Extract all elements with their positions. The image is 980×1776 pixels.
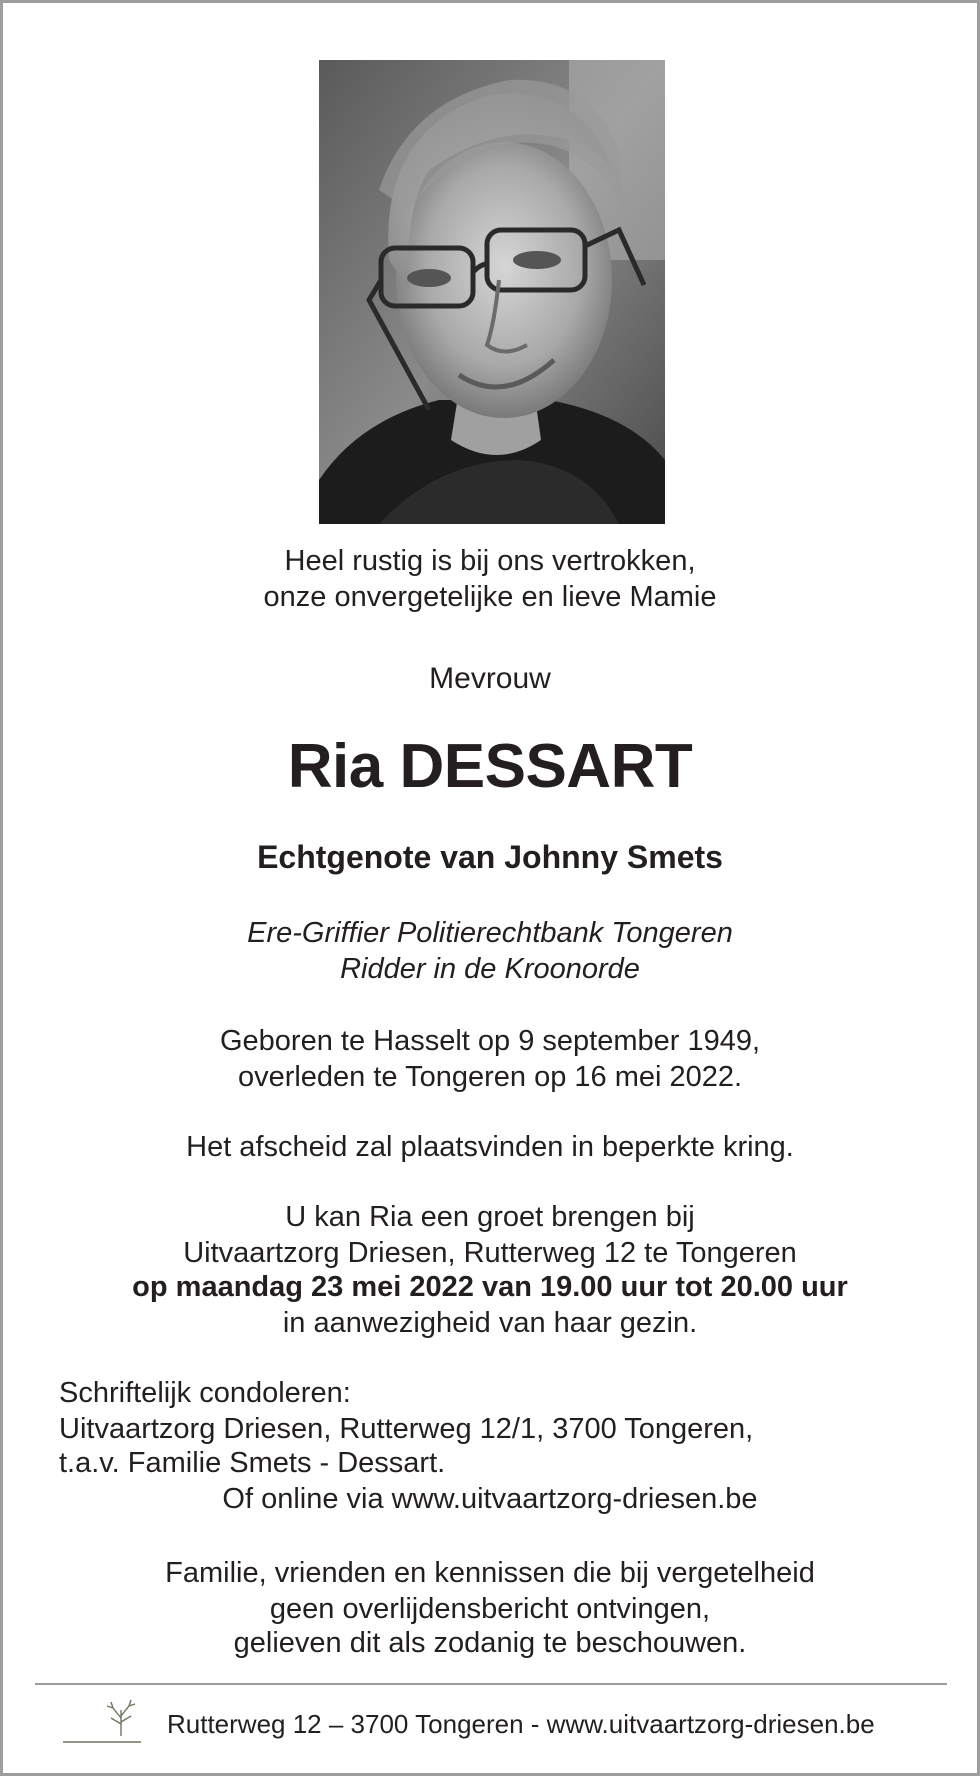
visit-line-2: Uitvaartzorg Driesen, Rutterweg 12 te Tongeren xyxy=(183,1237,797,1269)
footer-contact: Rutterweg 12 – 3700 Tongeren - www.uitvaartzorg-driesen.be xyxy=(167,1709,875,1739)
condolences-heading: Schriftelijk condoleren: xyxy=(59,1377,351,1409)
condolences-online: Of online via www.uitvaartzorg-driesen.be xyxy=(222,1483,758,1515)
intro-line-2: onze onvergetelijke en lieve Mamie xyxy=(263,581,717,613)
farewell-line: Het afscheid zal plaatsvinden in beperkte kring. xyxy=(186,1131,794,1163)
notice-line-2: geen overlijdensbericht ontvingen, xyxy=(269,1593,711,1625)
title-line-1: Ere-Griffier Politierechtbank Tongeren xyxy=(247,917,733,949)
visit-line-1: U kan Ria een groet brengen bij xyxy=(285,1201,695,1233)
birth-line: Geboren te Hasselt op 9 september 1949, xyxy=(219,1025,761,1057)
condolences-address: Uitvaartzorg Driesen, Rutterweg 12/1, 3700 Tongeren, xyxy=(59,1413,754,1445)
portrait-photo xyxy=(319,60,665,524)
salutation: Mevrouw xyxy=(429,662,551,695)
deceased-name: Ria DESSART xyxy=(287,732,693,801)
condolences-attention: t.a.v. Familie Smets - Dessart. xyxy=(59,1447,446,1479)
intro-line-1: Heel rustig is bij ons vertrokken, xyxy=(284,545,696,577)
portrait-photo-icon xyxy=(319,60,665,524)
spouse-line: Echtgenote van Johnny Smets xyxy=(257,839,723,875)
tree-logo-icon xyxy=(61,1696,147,1750)
death-line: overleden te Tongeren op 16 mei 2022. xyxy=(237,1061,743,1093)
divider xyxy=(35,1683,947,1685)
notice-line-1: Familie, vrienden en kennissen die bij vergetelheid xyxy=(165,1557,815,1589)
visit-datetime: op maandag 23 mei 2022 van 19.00 uur tot 20.00 uur xyxy=(132,1271,848,1303)
title-line-2: Ridder in de Kroonorde xyxy=(340,953,640,985)
driesen-logo xyxy=(61,1696,147,1750)
visit-line-4: in aanwezigheid van haar gezin. xyxy=(282,1307,698,1339)
notice-line-3: gelieven dit als zodanig te beschouwen. xyxy=(233,1627,747,1659)
